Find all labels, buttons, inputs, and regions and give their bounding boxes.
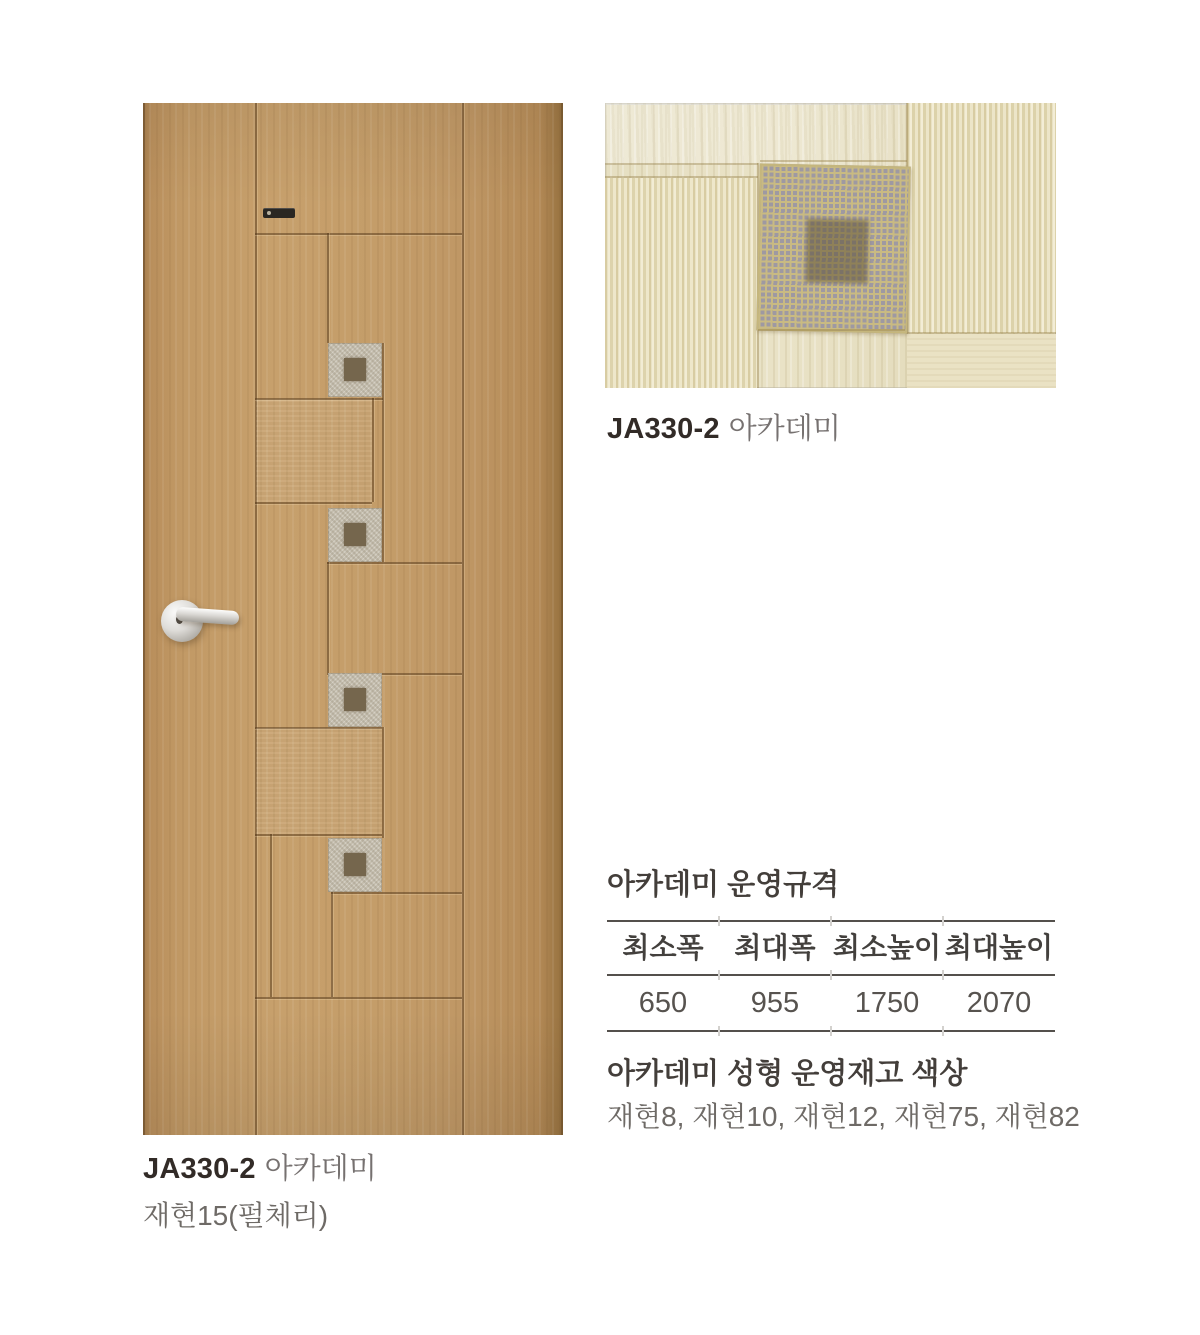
- door-groove: [255, 834, 382, 836]
- door-panel: [256, 728, 382, 834]
- left-product-name: 아카데미: [264, 1153, 377, 1185]
- detail-panel-bottom-right: [907, 334, 1056, 388]
- left-product-finish: 재현15(펄체리): [143, 1200, 329, 1231]
- table-value-cell: 2070: [966, 987, 1032, 1019]
- door-mesh-insert: [328, 673, 382, 727]
- door-groove: [372, 398, 374, 502]
- detail-panel-right: [907, 103, 1056, 333]
- spec-table: [607, 920, 1055, 1032]
- table-value-cell: 1750: [854, 987, 920, 1019]
- table-value-row: [607, 976, 1055, 1030]
- main-door-photo: [143, 103, 563, 1135]
- mesh-insert-center: [344, 523, 366, 546]
- detail-groove: [605, 163, 758, 165]
- door-groove: [327, 562, 329, 673]
- stock-colors-list: 재현8, 재현10, 재현12, 재현75, 재현82: [607, 1101, 1080, 1132]
- detail-mesh-center: [805, 218, 868, 283]
- stock-colors-title: 아카데미 성형 운영재고 색상: [607, 1058, 968, 1090]
- table-header-cell: 최대높이: [944, 932, 1054, 963]
- door-groove: [327, 562, 462, 564]
- door-groove: [255, 103, 257, 1135]
- table-value-cell: 650: [638, 987, 688, 1019]
- detail-product-caption: [607, 410, 841, 448]
- door-groove: [270, 834, 272, 997]
- table-header-cell: 최소폭: [622, 932, 704, 963]
- door-groove: [331, 892, 462, 894]
- door-groove: [382, 343, 384, 562]
- detail-groove: [605, 176, 758, 178]
- door-groove: [331, 892, 333, 997]
- left-product-caption: [143, 1150, 377, 1188]
- door-groove: [327, 233, 329, 343]
- door-groove: [382, 727, 384, 838]
- door-groove: [255, 502, 372, 504]
- detail-panel-left: [605, 178, 757, 388]
- table-value-cell: 955: [750, 987, 800, 1019]
- table-header-row: [607, 922, 1055, 974]
- mesh-insert-center: [344, 688, 366, 711]
- door-panel: [256, 399, 372, 502]
- door-lock-plate: [263, 208, 295, 218]
- detail-groove: [758, 329, 905, 331]
- detail-mesh-insert: [756, 163, 910, 333]
- door-groove: [255, 997, 462, 999]
- detail-product-name: 아카데미: [728, 413, 841, 445]
- mesh-insert-center: [344, 358, 366, 381]
- door-mesh-insert: [328, 343, 382, 397]
- door-mesh-insert: [328, 838, 382, 892]
- table-header-cell: 최소높이: [832, 932, 942, 963]
- detail-photo: [605, 103, 1056, 388]
- mesh-insert-center: [344, 853, 366, 876]
- detail-groove: [907, 332, 1056, 334]
- door-mesh-insert: [328, 508, 382, 562]
- detail-product-code: JA330-2: [607, 413, 720, 445]
- table-header-cell: 최대폭: [734, 932, 816, 963]
- spec-title: 아카데미 운영규격: [607, 869, 840, 901]
- lock-plate-dot: [267, 211, 271, 215]
- door-groove: [462, 103, 464, 1135]
- detail-groove: [760, 160, 907, 162]
- left-product-code: JA330-2: [143, 1153, 256, 1185]
- door-groove: [255, 233, 462, 235]
- detail-panel-top-left: [605, 103, 907, 165]
